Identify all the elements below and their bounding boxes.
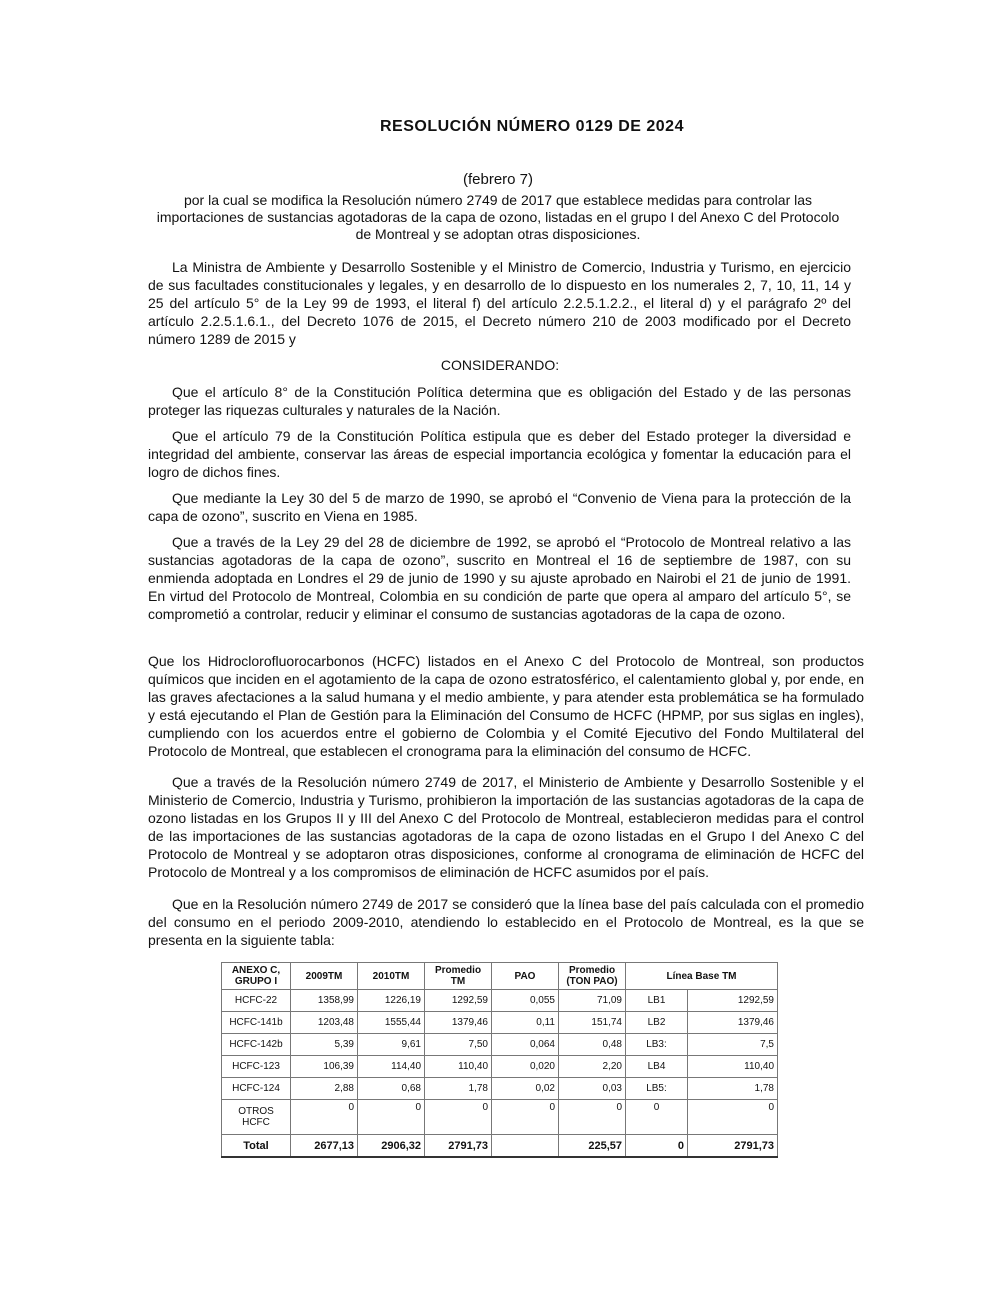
table-cell: 151,74 [559,1012,626,1034]
paragraph-1: Que el artículo 8° de la Constitución Política determina que es obligación del Estado y de las personas proteger las riquezas culturales y naturales de la Nación. [148,384,851,418]
table-cell: 0 [559,1100,626,1135]
col-header: 2009TM [291,963,358,990]
col-header: ANEXO C, GRUPO I [222,963,291,990]
table-cell: 1203,48 [291,1012,358,1034]
table-cell: 0,68 [358,1078,425,1100]
table-cell: 0,020 [492,1056,559,1078]
table-cell: 2,88 [291,1078,358,1100]
col-header: Promedio (TON PAO) [559,963,626,990]
table-cell: 0 [425,1100,492,1135]
table-cell: 1226,19 [358,990,425,1012]
resolution-subtitle: por la cual se modifica la Resolución número 2749 de 2017 que establece medidas para controlar las importaciones de sustancias agotadoras de la capa de ozono, listadas en el grupo I del Anexo C del Protocolo de Montreal y se adoptan otras disposiciones. [156,192,840,242]
table-cell: 2677,13 [291,1135,358,1158]
table-cell: 0 [688,1100,778,1135]
table-cell: 1555,44 [358,1012,425,1034]
table-cell: LB4 [626,1056,688,1078]
table-cell: 0 [492,1100,559,1135]
table-cell: 1,78 [425,1078,492,1100]
table-cell: 2,20 [559,1056,626,1078]
table-cell: Total [222,1135,291,1158]
table-cell: 1358,99 [291,990,358,1012]
table-cell: LB2 [626,1012,688,1034]
table-row [222,990,778,1012]
table-cell: 0,48 [559,1034,626,1056]
considerando-heading: CONSIDERANDO: [440,357,560,373]
table-cell: 0,11 [492,1012,559,1034]
paragraph-2: Que el artículo 79 de la Constitución Política estipula que es deber del Estado proteger la diversidad e integridad del ambiente, conservar las áreas de especial importancia ecológica y fomentar la educación para el logro de dichos fines. [148,428,851,480]
table-cell: HCFC-124 [222,1078,291,1100]
table-row [222,1012,778,1034]
table-cell: 110,40 [688,1056,778,1078]
paragraph-5: Que los Hidroclorofluorocarbonos (HCFC) listados en el Anexo C del Protocolo de Montreal, son productos químicos que inciden en el agotamiento de la capa de ozono estratosférico, el calentamiento global y, por ende, en las graves afectaciones a la salud humana y el medio ambiente, y para atender esta problemática se ha formulado y está ejecutando el Plan de Gestión para la Eliminación del Consumo de HCFC (HPMP, por sus siglas en ingles), cumpliendo con los acuerdos entre el gobierno de Colombia y el Comité Ejecutivo del Fondo Multilateral del Protocolo de Montreal, que establecen el cronograma para la eliminación del consumo de HCFC. [148,653,864,759]
table-cell: HCFC-142b [222,1034,291,1056]
table-cell: 1292,59 [425,990,492,1012]
table-cell: 0 [626,1135,688,1158]
table-cell [492,1135,559,1158]
table-cell: 9,61 [358,1034,425,1056]
table-cell: LB5: [626,1078,688,1100]
table-cell: 0,02 [492,1078,559,1100]
table-cell: 0,055 [492,990,559,1012]
table-total-row [222,1135,778,1158]
table-row [222,1100,778,1135]
paragraph-7: Que en la Resolución número 2749 de 2017 se consideró que la línea base del país calculada con el promedio del consumo en el periodo 2009-2010, atendiendo lo establecido en el Protocolo de Montreal, es la que se presenta en la siguiente tabla: [148,896,864,948]
col-header: 2010TM [358,963,425,990]
table-cell: LB3: [626,1034,688,1056]
table-cell: 2791,73 [688,1135,778,1158]
table-cell: LB1 [626,990,688,1012]
table-cell: HCFC-123 [222,1056,291,1078]
table-cell: 2791,73 [425,1135,492,1158]
paragraph-4: Que a través de la Ley 29 del 28 de diciembre de 1992, se aprobó el “Protocolo de Montreal relativo a las sustancias agotadoras de la capa de ozono”, suscrito en Montreal el 16 de septiembre de 1987, con su enmienda adoptada en Londres el 29 de junio de 1990 y su ajuste aprobado en Nairobi el 21 de junio de 1991. En virtud del Protocolo de Montreal, Colombia en su condición de parte que opera al amparo del artículo 5°, se comprometió a controlar, reducir y eliminar el consumo de sustancias agotadoras de la capa de ozono. [148,534,851,622]
table-cell: 7,5 [688,1034,778,1056]
col-header: Promedio TM [425,963,492,990]
baseline-table [221,962,778,1158]
table-cell: 0 [626,1100,688,1135]
table-cell: HCFC-22 [222,990,291,1012]
resolution-title: RESOLUCIÓN NÚMERO 0129 DE 2024 [380,118,684,135]
paragraph-6: Que a través de la Resolución número 2749 de 2017, el Ministerio de Ambiente y Desarrollo Sostenible y el Ministerio de Comercio, Industria y Turismo, prohibieron la importación de las sustancias agotadoras de la capa de ozono listadas en los Grupos II y III del Anexo C del Protocolo de Montreal, establecieron medidas para el control de las importaciones de las sustancias agotadoras de la capa de ozono listadas en el Grupo I del Anexo C del Protocolo de Montreal y se adoptaron otras disposiciones, conforme al cronograma de eliminación de HCFC del Protocolo de Montreal y a los compromisos de eliminación de HCFC asumidos por el país. [148,774,864,880]
table-cell: 1379,46 [425,1012,492,1034]
table-row [222,1034,778,1056]
table-row [222,1056,778,1078]
table-cell: 110,40 [425,1056,492,1078]
col-header: PAO [492,963,559,990]
table-cell: 0 [291,1100,358,1135]
paragraph-3: Que mediante la Ley 30 del 5 de marzo de 1990, se aprobó el “Convenio de Viena para la protección de la capa de ozono”, suscrito en Viena en 1985. [148,490,851,524]
table-cell: 114,40 [358,1056,425,1078]
table-cell: 106,39 [291,1056,358,1078]
table-header-row [222,963,778,990]
table-cell: HCFC-141b [222,1012,291,1034]
table-cell: 1379,46 [688,1012,778,1034]
table-cell: OTROS HCFC [222,1100,291,1135]
table-cell: 71,09 [559,990,626,1012]
resolution-date: (febrero 7) [462,171,534,188]
table-cell: 7,50 [425,1034,492,1056]
table-cell: 0,064 [492,1034,559,1056]
preamble-paragraph: La Ministra de Ambiente y Desarrollo Sostenible y el Ministro de Comercio, Industria y Turismo, en ejercicio de sus facultades constitucionales y legales, y en desarrollo de lo dispuesto en los numerales 2, 7, 10, 11, 14 y 25 del artículo 5° de la Ley 99 de 1993, el literal f) del artículo 2.2.5.1.2.2., el literal d) y el parágrafo 2º del artículo 2.2.5.1.6.1., del Decreto 1076 de 2015, el Decreto número 210 de 2003 modificado por el Decreto número 1289 de 2015 y [148,259,851,347]
table-cell: 0,03 [559,1078,626,1100]
table-cell: 5,39 [291,1034,358,1056]
table-cell: 2906,32 [358,1135,425,1158]
col-header: Línea Base TM [626,963,778,990]
table-cell: 0 [358,1100,425,1135]
table-row [222,1078,778,1100]
table-cell: 225,57 [559,1135,626,1158]
table-cell: 1292,59 [688,990,778,1012]
table-cell: 1,78 [688,1078,778,1100]
